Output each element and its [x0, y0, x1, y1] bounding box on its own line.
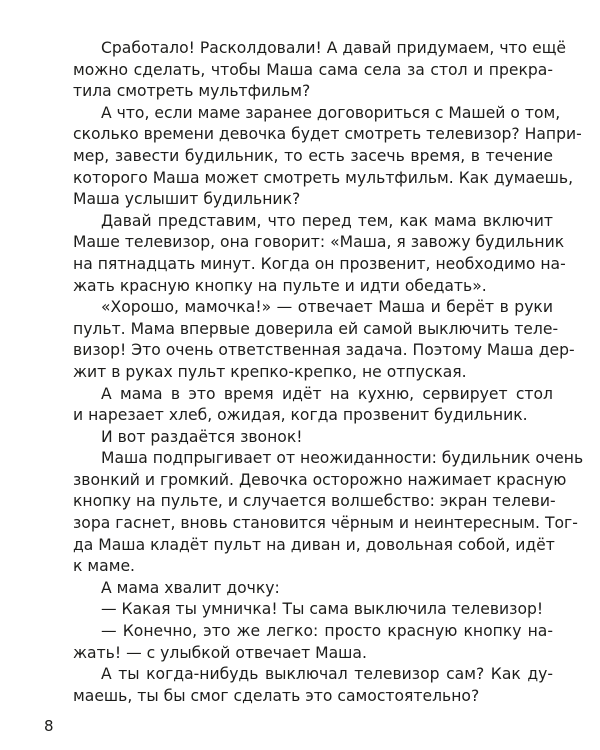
text-line: маешь, ты бы смог сделать это самостоятельно?: [73, 686, 480, 705]
text-line: И вот раздаётся звонок!: [101, 427, 303, 446]
text-line: жать! — с улыбкой отвечает Маша.: [73, 643, 367, 662]
paragraph-11: [73, 664, 553, 707]
text-line: — Какая ты умничка! Ты сама выключила телевизор!: [101, 600, 544, 619]
paragraph-7: [73, 448, 584, 578]
text-line: Маше телевизор, она говорит: «Маша, я завожу будильник: [73, 233, 565, 252]
text-line: на пятнадцать минут. Когда он прозвенит, необходимо на-: [73, 254, 566, 273]
paragraph-8: [73, 578, 553, 600]
text-line: жать красную кнопку на пульте и идти обедать».: [73, 276, 487, 295]
text-line: к маме.: [73, 557, 136, 576]
text-line: визор! Это очень ответственная задача. Поэтому Маша дер-: [73, 341, 575, 360]
text-line: Маша услышит будильник?: [73, 190, 301, 209]
text-line: Маша подпрыгивает от неожиданности: будильник очень: [101, 449, 584, 468]
text-line: и нарезает хлеб, ожидая, когда прозвенит будильник.: [73, 406, 528, 425]
paragraph-5: [73, 384, 553, 427]
text-line: «Хорошо, мамочка!» — отвечает Маша и берёт в руки: [101, 298, 553, 317]
paragraph-1: [73, 38, 566, 103]
text-line: — Конечно, это же легко: просто красную кнопку на-: [101, 622, 553, 641]
paragraph-6: [73, 427, 553, 449]
text-line: которого Маша может смотреть мультфильм. Как думаешь,: [73, 168, 574, 187]
text-line: зора гаснет, вновь становится чёрным и неинтересным. Тог-: [73, 514, 578, 533]
text-line: тила смотреть мультфильм?: [73, 82, 311, 101]
paragraph-3: [73, 211, 566, 297]
paragraph-9: [73, 599, 553, 621]
text-line: А ты когда-нибудь выключал телевизор сам? Как ду-: [101, 665, 553, 684]
paragraph-4: [73, 297, 575, 383]
text-line: жит в руках пульт крепко-крепко, не отпуская.: [73, 362, 467, 381]
text-line: Давай представим, что перед тем, как мама включит: [101, 211, 553, 230]
text-line: сколько времени девочка будет смотреть телевизор? Напри-: [73, 125, 582, 144]
text-line: звонкий и громкий. Девочка осторожно нажимает красную: [73, 470, 567, 489]
text-line: можно сделать, чтобы Маша сама села за стол и прекра-: [73, 60, 553, 79]
text-line: мер, завести будильник, то есть засечь время, в течение: [73, 146, 553, 165]
text-line: да Маша кладёт пульт на диван и, довольная собой, идёт: [73, 535, 555, 554]
text-line: А что, если маме заранее договориться с Машей о том,: [101, 103, 561, 122]
paragraph-10: [73, 621, 553, 664]
page-body: [73, 38, 584, 707]
text-line: пульт. Мама впервые доверила ей самой выключить теле-: [73, 319, 559, 338]
paragraph-2: [73, 103, 582, 211]
text-line: А мама хвалит дочку:: [101, 578, 280, 597]
text-line: кнопку на пульте, и случается волшебство: экран телеви-: [73, 492, 556, 511]
page-number: 8: [44, 717, 54, 735]
text-line: Сработало! Расколдовали! А давай придумаем, что ещё: [101, 39, 566, 57]
text-line: А мама в это время идёт на кухню, сервирует стол: [101, 384, 553, 403]
